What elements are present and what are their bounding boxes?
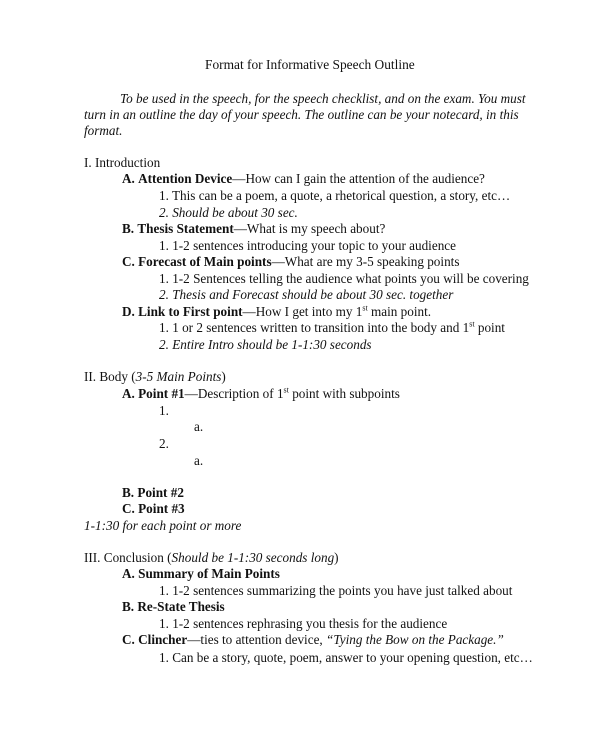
item-title: Point #3 [138, 501, 185, 516]
page-title: Format for Informative Speech Outline [205, 57, 415, 72]
item-title: Thesis Statement [137, 221, 234, 236]
item-title: Link to First point [138, 304, 243, 319]
item-label: D. [122, 304, 135, 319]
intro-c-subitem-1: 1. 1-2 Sentences telling the audience what points you will be covering [159, 271, 529, 286]
body-a-2-subitem-a: a. [194, 453, 204, 468]
body-item-c [122, 501, 185, 517]
heading-text: II. Body ( [84, 369, 136, 384]
conclusion-c-subitem-1: 1. Can be a story, quote, poem, answer to your opening question, etc… [159, 650, 533, 665]
item-text: —What is my speech about? [233, 221, 386, 236]
heading-note: 3-5 Main Points [135, 369, 222, 384]
body-item-b [122, 485, 184, 501]
item-label: B. [122, 485, 135, 500]
item-text: —How I get into my 1 [242, 304, 363, 319]
conclusion-a-subitem-1: 1. 1-2 sentences summarizing the points you have just talked about [159, 583, 513, 598]
conclusion-item-b [122, 599, 225, 615]
intro-d-subitem-2: 2. Entire Intro should be 1-1:30 seconds [159, 337, 372, 352]
intro-item-d [122, 304, 431, 320]
heading-close: ) [221, 369, 226, 384]
body-time-note: 1-1:30 for each point or more [84, 518, 242, 533]
intro-d-subitem-1 [159, 320, 505, 336]
item-text: —ties to attention device, [187, 632, 327, 647]
conclusion-item-c [122, 632, 504, 648]
intro-b-subitem-1: 1. 1-2 sentences introducing your topic to your audience [159, 238, 457, 253]
superscript: st [283, 385, 289, 395]
item-label: A. [122, 171, 135, 186]
subitem-text-end: point [474, 320, 505, 335]
intro-item-a [122, 171, 485, 187]
heading-close: ) [334, 550, 339, 565]
intro-item-b [122, 221, 385, 237]
section-conclusion-heading [84, 550, 339, 566]
item-title: Clincher [138, 632, 188, 647]
intro-paragraph-line-2: turn in an outline the day of your speech. The outline can be your notecard, in this [84, 107, 519, 122]
body-a-number-1: 1. [159, 403, 169, 418]
item-title: Re-State Thesis [137, 599, 225, 614]
item-text: —What are my 3-5 speaking points [271, 254, 460, 269]
intro-paragraph-line-1: To be used in the speech, for the speech checklist, and on the exam. You must [120, 91, 526, 106]
conclusion-item-a [122, 566, 280, 582]
superscript: st [469, 319, 475, 329]
item-text: —How can I gain the attention of the audience? [232, 171, 485, 186]
body-item-a [122, 386, 400, 402]
item-text-end: point with subpoints [288, 386, 400, 401]
subitem-text: 1. 1 or 2 sentences written to transition into the body and 1 [159, 320, 470, 335]
item-title: Point #1 [138, 386, 185, 401]
item-title: Point #2 [137, 485, 184, 500]
item-label: C. [122, 501, 135, 516]
item-label: C. [122, 254, 135, 269]
item-text: —Description of 1 [184, 386, 284, 401]
intro-a-subitem-2: 2. Should be about 30 sec. [159, 205, 298, 220]
item-quote: “Tying the Bow on the Package.” [326, 632, 504, 647]
item-text-end: main point. [367, 304, 432, 319]
superscript: st [362, 303, 368, 313]
heading-note: Should be 1-1:30 seconds long [171, 550, 335, 565]
item-title: Forecast of Main points [138, 254, 272, 269]
intro-a-subitem-1: 1. This can be a poem, a quote, a rhetorical question, a story, etc… [159, 188, 511, 203]
item-title: Summary of Main Points [138, 566, 280, 581]
intro-paragraph-line-3: format. [84, 123, 123, 138]
item-label: A. [122, 386, 135, 401]
intro-item-c [122, 254, 459, 270]
section-body-heading [84, 369, 226, 385]
body-a-1-subitem-a: a. [194, 419, 204, 434]
item-label: B. [122, 599, 135, 614]
body-a-number-2: 2. [159, 436, 169, 451]
item-label: B. [122, 221, 135, 236]
section-introduction-heading: I. Introduction [84, 155, 161, 170]
heading-text: III. Conclusion ( [84, 550, 172, 565]
conclusion-b-subitem-1: 1. 1-2 sentences rephrasing you thesis for the audience [159, 616, 448, 631]
item-label: C. [122, 632, 135, 647]
item-label: A. [122, 566, 135, 581]
item-title: Attention Device [138, 171, 233, 186]
intro-c-subitem-2: 2. Thesis and Forecast should be about 30 sec. together [159, 287, 454, 302]
